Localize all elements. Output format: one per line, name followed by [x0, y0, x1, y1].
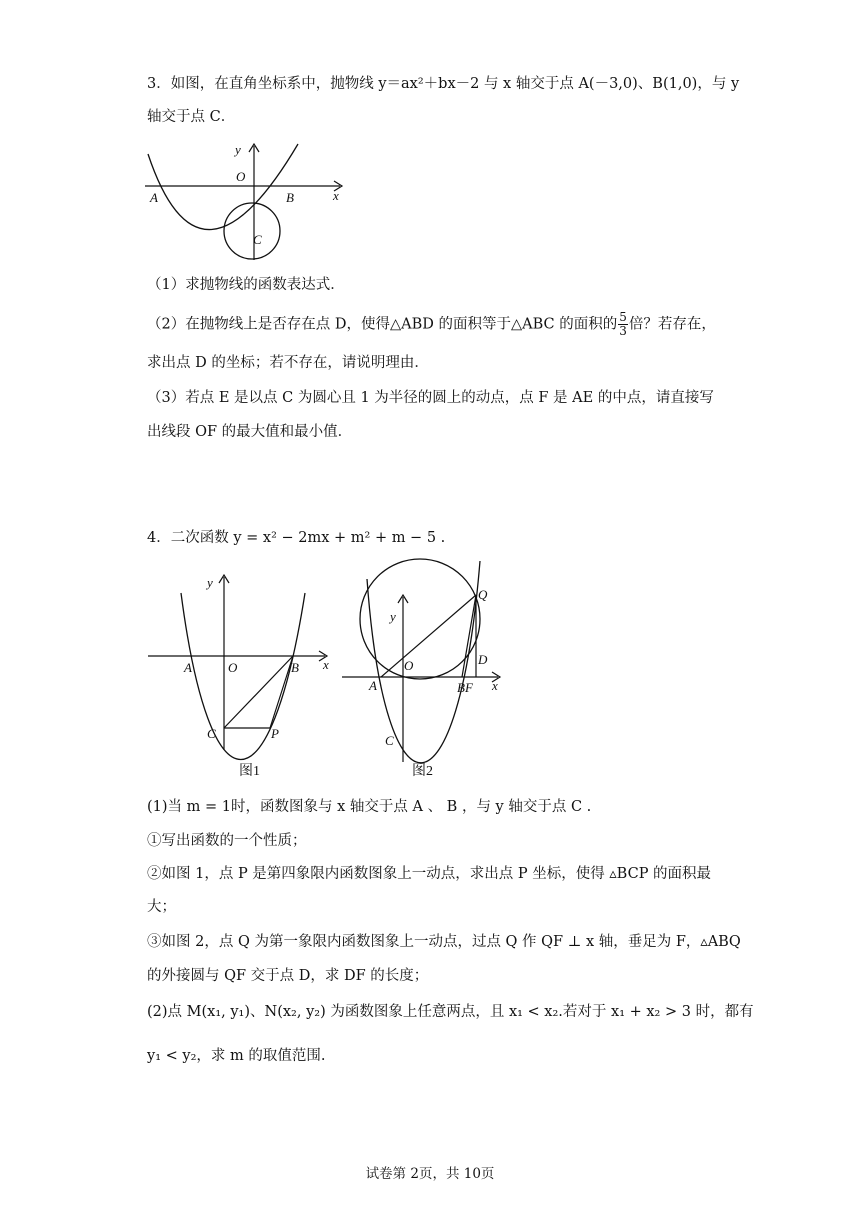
q3-part3-line1: （3）若点 E 是以点 C 为圆心且 1 为半径的圆上的动点，点 F 是 AE 的中点，请直接写 — [147, 390, 714, 406]
fig2-label-c: C — [385, 733, 394, 748]
q3-fraction-num: 5 — [619, 310, 627, 324]
fig1-label-o: O — [228, 660, 238, 675]
q4-part1-iii-line2: 的外接圆与 QF 交于点 D，求 DF 的长度； — [147, 968, 429, 984]
fig1-label-c: C — [207, 726, 216, 741]
q3-figure — [140, 140, 355, 265]
fig2-segment-bq — [462, 595, 476, 677]
fig2-parabola — [367, 561, 480, 763]
q3-label-c: C — [253, 232, 262, 247]
fig1-label-a: A — [184, 660, 192, 675]
q3-part2-line2: 求出点 D 的坐标；若不存在，请说明理由． — [147, 355, 429, 371]
q4-figure-2 — [340, 557, 515, 782]
q3-fraction-den: 3 — [619, 324, 627, 338]
q4-part2-line1: (2)点 M(x₁, y₁)、N(x₂, y₂) 为函数图象上任意两点，且 x₁ < x₂.若对于 x₁ + x₂ > 3 时，都有 — [147, 1004, 754, 1020]
q3-part1: （1）求抛物线的函数表达式． — [147, 277, 345, 293]
q4-part1-i: ①写出函数的一个性质； — [147, 833, 307, 849]
q3-part2-line1 — [147, 311, 716, 338]
q3-fraction — [618, 311, 628, 338]
q3-stem-line1: 3．如图，在直角坐标系中，抛物线 y＝ax²＋bx－2 与 x 轴交于点 A(－3,0)、B(1,0)，与 y — [147, 76, 740, 92]
q3-label-y: y — [235, 142, 241, 157]
fig2-label-a: A — [369, 678, 377, 693]
fig2-caption: 图2 — [412, 764, 433, 779]
fig1-label-x: x — [323, 657, 329, 672]
fig2-circle — [360, 559, 480, 679]
q3-stem-line2: 轴交于点 C． — [147, 109, 236, 125]
q3-label-x: x — [333, 188, 339, 203]
q4-part1-ii-line2: 大； — [147, 899, 176, 915]
fig2-segment-aq — [381, 595, 476, 677]
q3-label-o: O — [236, 169, 246, 184]
fig2-label-x: x — [492, 678, 498, 693]
q3-part3-line2: 出线段 OF 的最大值和最小值． — [147, 424, 353, 440]
fig2-label-q: Q — [478, 587, 488, 602]
fig1-segment-pb — [270, 656, 293, 728]
fig1-label-y: y — [207, 575, 213, 590]
fig2-label-o: O — [404, 658, 414, 673]
fig2-label-bf: BF — [457, 680, 473, 695]
fig2-label-y: y — [390, 609, 396, 624]
q4-figure-1 — [140, 565, 340, 780]
fig1-label-p: P — [271, 726, 279, 741]
q3-part2-text-a: （2）在抛物线上是否存在点 D，使得△ABD 的面积等于△ABC 的面积的 — [147, 316, 618, 333]
page-footer: 试卷第 2页，共 10页 — [365, 1166, 495, 1182]
q3-circle — [224, 203, 280, 259]
q4-part1-ii-line1: ②如图 1，点 P 是第四象限内函数图象上一动点，求出点 P 坐标，使得 ▵BCP 的面积最 — [147, 866, 712, 882]
fig1-caption: 图1 — [239, 764, 260, 779]
q4-part2-line2: y₁ < y₂，求 m 的取值范围. — [147, 1048, 326, 1064]
q4-stem: 4．二次函数 y = x² − 2mx + m² + m − 5 . — [147, 530, 446, 546]
q4-part1: (1)当 m = 1时，函数图象与 x 轴交于点 A 、 B ，与 y 轴交于点 C . — [147, 799, 592, 815]
fig2-label-d: D — [478, 652, 488, 667]
q4-part1-iii-line1: ③如图 2，点 Q 为第一象限内函数图象上一动点，过点 Q 作 QF ⊥ x 轴，垂足为 F，▵ABQ — [147, 934, 741, 950]
fig1-label-b: B — [291, 660, 299, 675]
q3-label-a: A — [150, 190, 158, 205]
q3-part2-text-b: 倍？若存在， — [628, 316, 716, 333]
q3-label-b: B — [286, 190, 294, 205]
